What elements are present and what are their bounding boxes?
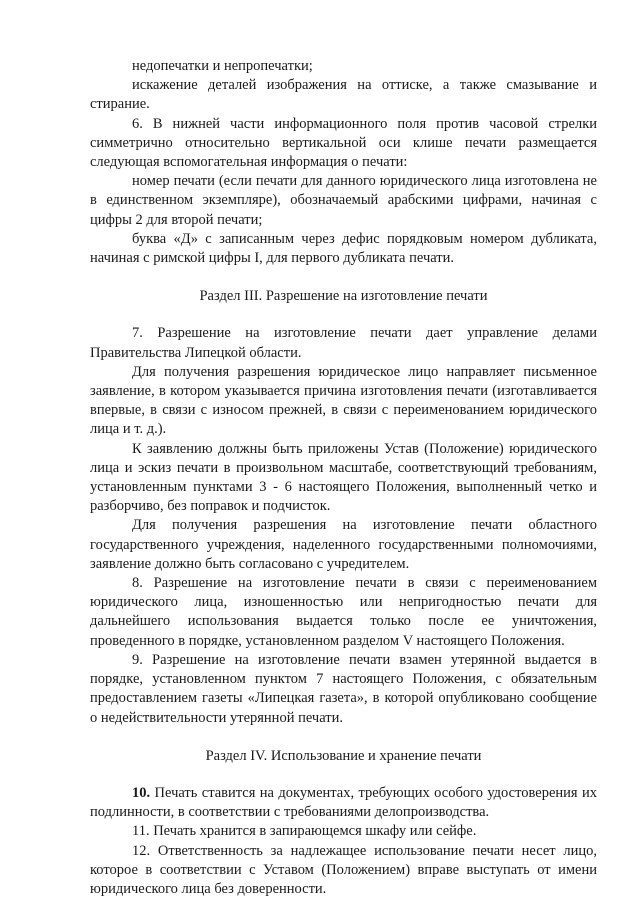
paragraph-misprints: недопечатки и непропечатки;	[132, 58, 313, 74]
paragraph-item-6: 6. В нижней части информационного поля против часовой стрелки симметрично относительно вертикальной оси клише печати размещается следующая вспомогательная информация о печати:	[90, 115, 597, 171]
paragraph-application: Для получения разрешения юридическое лицо направляет письменное заявление, в котором указывается причина изготовления печати (изготавливается впервые, в связи с износом прежней, в связи с переименованием юридического лица и т. д.).	[90, 363, 597, 438]
paragraph-duplicate-letter: буква «Д» с записанным через дефис порядковым номером дубликата, начиная с римской цифры I, для первого дубликата печати.	[90, 230, 597, 267]
paragraph-item-11: 11. Печать хранится в запирающемся шкафу или сейфе.	[132, 823, 477, 840]
paragraph-distortion: искажение деталей изображения на оттиске, а также смазывание и стирание.	[90, 77, 597, 113]
item-10-number: 10.	[132, 784, 151, 801]
paragraph-attachments: К заявлению должны быть приложены Устав (Положение) юридического лица и эскиз печати в произвольном масштабе, соответствующий требованиям, установленным пунктами 3 - 6 настоящего Положения, выполненный четко и разборчиво, без поправок и подчисток.	[90, 440, 597, 515]
spacer	[90, 306, 597, 324]
section-3-heading: Раздел III. Разрешение на изготовление печати	[199, 288, 488, 305]
paragraph-item-9: 9. Разрешение на изготовление печати взамен утерянной выдается в порядке, установленном пунктом 7 настоящего Положения, с обязательным предоставлением газеты «Липецкая газета», в которой опубликовано сообщение о недействительности утерянной печати.	[90, 651, 597, 726]
paragraph-item-10	[90, 784, 597, 822]
spacer	[90, 728, 597, 747]
paragraph-state-institution: Для получения разрешения на изготовление печати областного государственного учреждения, наделенного государственными полномочиями, заявление должно быть согласовано с учредителем.	[90, 517, 597, 572]
paragraph-stamp-number: номер печати (если печати для данного юридического лица изготовлена не в единственном экземпляре), обозначаемый арабскими цифрами, начиная с цифры 2 для второй печати;	[90, 173, 597, 228]
paragraph-item-12: 12. Ответственность за надлежащее использование печати несет лицо, которое в соответствии с Уставом (Положением) вправе выступать от имени юридического лица без доверенности.	[90, 842, 597, 897]
paragraph-item-7: 7. Разрешение на изготовление печати дает управление делами Правительства Липецкой области.	[90, 325, 597, 361]
item-10-text: Печать ставится на документах, требующих особого удостоверения их подлинности, в соответствии с требованиями делопроизводства.	[90, 784, 597, 821]
spacer	[90, 268, 597, 287]
section-4-heading: Раздел IV. Использование и хранение печати	[205, 747, 482, 764]
paragraph-item-8: 8. Разрешение на изготовление печати в связи с переименованием юридического лица, изношенностью или непригодностью печати для дальнейшего использования выдается только после ее уничтожения, проведенного в порядке, установленном разделом V настоящего Положения.	[90, 575, 597, 649]
document-page	[90, 57, 597, 899]
spacer	[90, 766, 597, 784]
